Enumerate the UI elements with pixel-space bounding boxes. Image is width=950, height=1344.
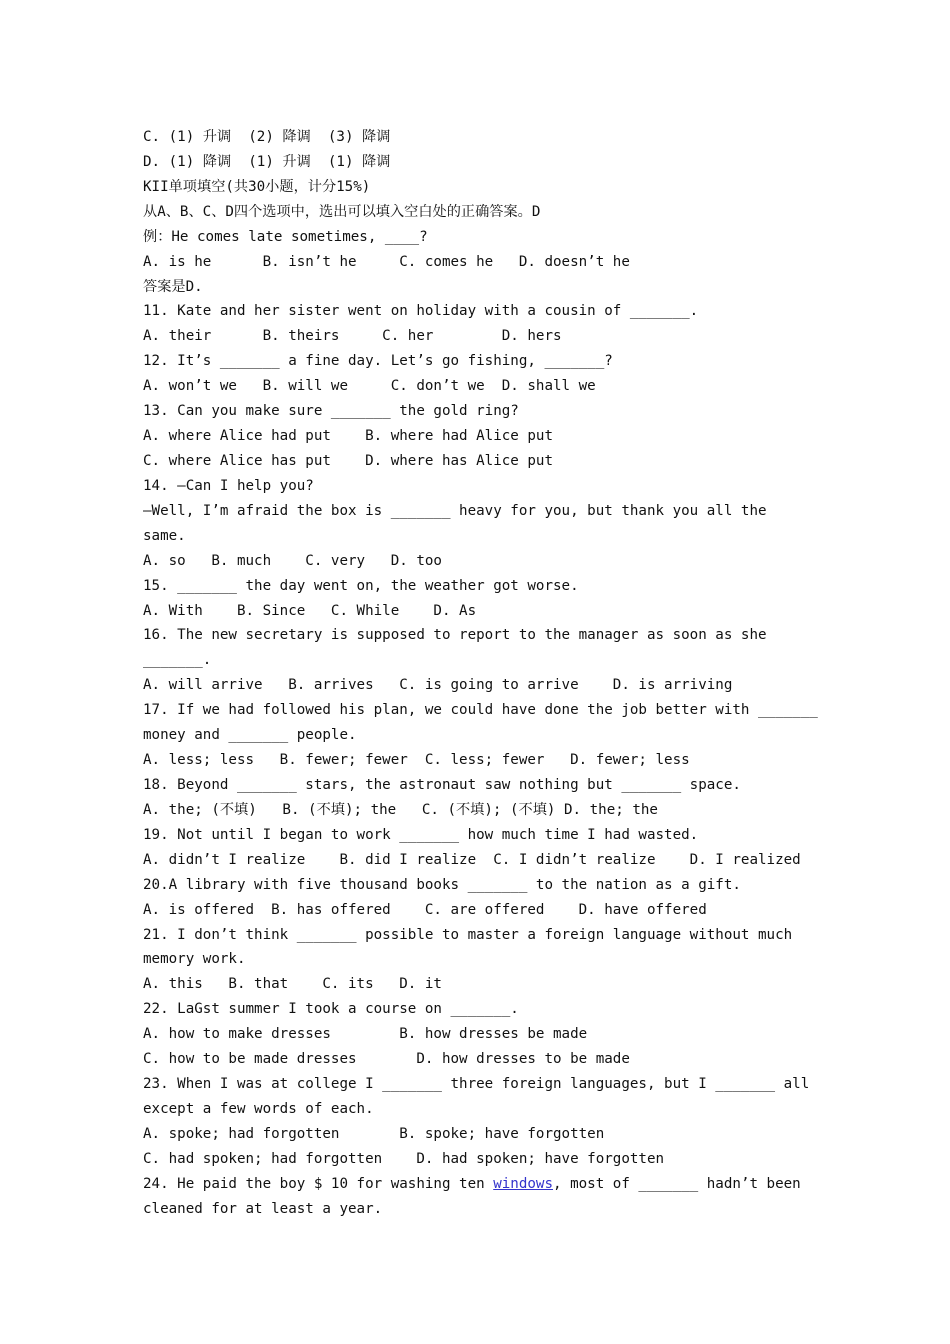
question-15-options: A. With B. Since C. While D. As [143, 602, 477, 619]
question-20-options: A. is offered B. has offered C. are offered D. have offered [143, 901, 707, 918]
question-18: 18. Beyond _______ stars, the astronaut saw nothing but _______ space. [143, 776, 741, 793]
question-14-dialogue: —Well, I’m afraid the box is _______ heavy for you, but thank you all the [143, 502, 767, 519]
question-11: 11. Kate and her sister went on holiday with a cousin of _______. [143, 303, 699, 320]
question-24-text-after: , most of _______ hadn’t been [553, 1175, 801, 1192]
question-24 [143, 1172, 823, 1197]
example-answer: 答案是D. [143, 278, 203, 295]
question-22: 22. LaGst summer I took a course on _______. [143, 1001, 519, 1018]
question-20: 20.A library with five thousand books _______ to the nation as a gift. [143, 876, 741, 893]
question-16-cont: _______. [143, 652, 212, 669]
question-14-dialogue-cont: same. [143, 527, 186, 544]
question-22-options-cd: C. how to be made dresses D. how dresses to be made [143, 1051, 630, 1068]
question-24-cont: cleaned for at least a year. [143, 1200, 383, 1217]
question-17: 17. If we had followed his plan, we could have done the job better with _______ [143, 702, 818, 719]
question-15: 15. _______ the day went on, the weather got worse. [143, 577, 579, 594]
question-12-options: A. won’t we B. will we C. don’t we D. shall we [143, 378, 596, 395]
question-14-options: A. so B. much C. very D. too [143, 552, 442, 569]
question-23-options-ab: A. spoke; had forgotten B. spoke; have forgotten [143, 1125, 605, 1142]
question-16: 16. The new secretary is supposed to report to the manager as soon as she [143, 627, 767, 644]
question-13: 13. Can you make sure _______ the gold ring? [143, 403, 519, 420]
section-instruction: 从A、B、C、D四个选项中，选出可以填入空白处的正确答案。D [143, 203, 541, 220]
example-options: A. is he B. isn’t he C. comes he D. doesn’t he [143, 253, 630, 270]
example-question: 例：He comes late sometimes, ____? [143, 228, 428, 245]
question-17-cont: money and _______ people. [143, 727, 357, 744]
option-line-c-tones: C. (1) 升调 (2) 降调 (3) 降调 [143, 129, 391, 145]
question-23-cont: except a few words of each. [143, 1100, 374, 1117]
question-18-options: A. the; (不填) B. (不填); the C. (不填); (不填) D. the; the [143, 801, 658, 818]
question-13-options-cd: C. where Alice has put D. where has Alice put [143, 452, 553, 469]
question-11-options: A. their B. theirs C. her D. hers [143, 328, 562, 345]
question-19: 19. Not until I began to work _______ how much time I had wasted. [143, 826, 699, 843]
question-19-options: A. didn’t I realize B. did I realize C. I didn’t realize D. I realized [143, 851, 801, 868]
question-22-options-ab: A. how to make dresses B. how dresses be made [143, 1026, 588, 1043]
question-23-options-cd: C. had spoken; had forgotten D. had spoken; have forgotten [143, 1150, 665, 1167]
question-24-text-before: 24. He paid the boy $ 10 for washing ten [143, 1175, 494, 1192]
windows-link[interactable]: windows [493, 1175, 554, 1192]
question-16-options: A. will arrive B. arrives C. is going to arrive D. is arriving [143, 677, 733, 694]
question-12: 12. It’s _______ a fine day. Let’s go fishing, _______? [143, 353, 613, 370]
question-21-options: A. this B. that C. its D. it [143, 976, 442, 993]
question-21: 21. I don’t think _______ possible to master a foreign language without much [143, 926, 793, 943]
question-13-options-ab: A. where Alice had put B. where had Alice put [143, 428, 553, 445]
question-23: 23. When I was at college I _______ three foreign languages, but I _______ all [143, 1076, 810, 1093]
option-line-d-tones: D. (1) 降调 (1) 升调 (1) 降调 [143, 153, 391, 170]
section-heading: KII单项填空(共30小题，计分15%) [143, 178, 371, 195]
question-21-cont: memory work. [143, 951, 246, 968]
document-page [143, 125, 823, 1222]
question-17-options: A. less; less B. fewer; fewer C. less; fewer D. fewer; less [143, 752, 690, 769]
question-14: 14. —Can I help you? [143, 477, 314, 494]
